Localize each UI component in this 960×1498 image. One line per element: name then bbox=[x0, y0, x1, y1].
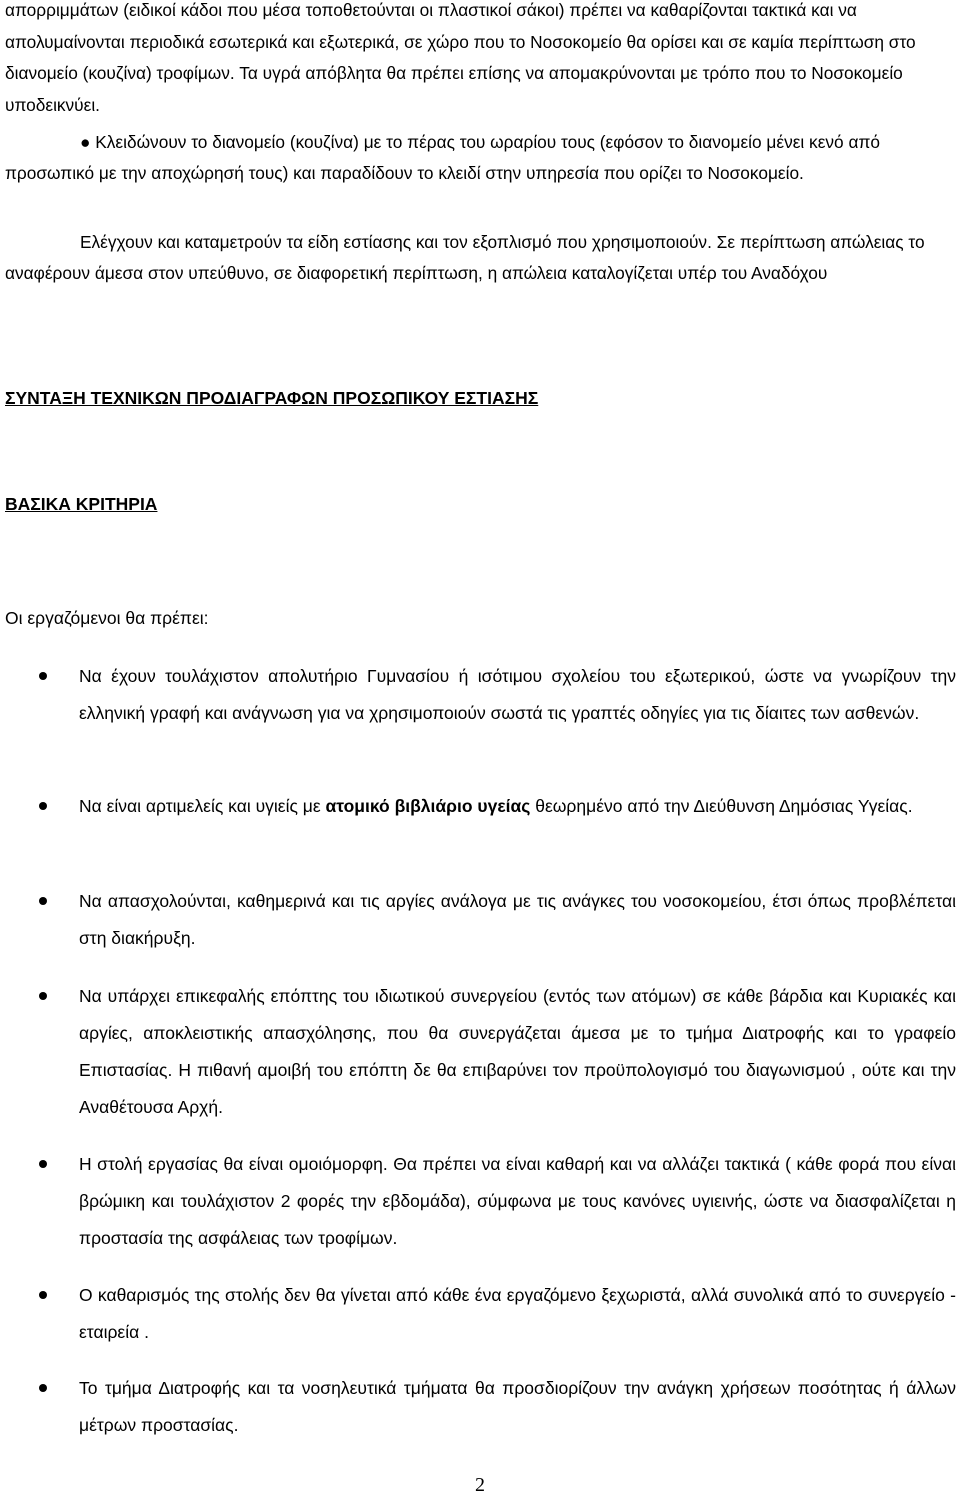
bullet-icon bbox=[39, 1291, 47, 1299]
page-number: 2 bbox=[475, 1474, 485, 1496]
list-item: Να έχουν τουλάχιστον απολυτήριο Γυμνασίου ή ισότιμου σχολείου του εξωτερικού, ώστε να γνωρίζουν την ελληνική γραφή και ανάγνωση για να χρησιμοποιούν σωστά τις γραπτές οδηγίες για τις δίαιτες των ασθενών. bbox=[79, 666, 956, 723]
list-item: Η στολή εργασίας θα είναι ομοιόμορφη. Θα πρέπει να είναι καθαρή και να αλλάζει τακτικά ( κάθε φορά που είναι βρώμικη και τουλάχιστον 2 φορές την εβδομάδα), σύμφωνα με τους κανόνες υγιεινής, ώστε να διασφαλίζεται η προστασία της ασφάλειας των τροφίμων. bbox=[79, 1154, 956, 1248]
bullet-icon bbox=[39, 1384, 47, 1392]
bullet-icon bbox=[39, 802, 47, 810]
list-item: Το τμήμα Διατροφής και τα νοσηλευτικά τμήματα θα προσδιορίζουν την ανάγκη χρήσεων ποσότητας ή άλλων μέτρων προστασίας. bbox=[79, 1378, 956, 1435]
list-item: Να υπάρχει επικεφαλής επόπτης του ιδιωτικού συνεργείου (εντός των ατόμων) σε κάθε βάρδια και Κυριακές και αργίες, αποκλειστικής απασχόλησης, που θα συνεργάζεται άμεσα με το τμήμα Διατροφής και το γραφείο Επιστασίας. Η πιθανή αμοιβή του επόπτη δε θα επιβαρύνει τον προϋπολογισμό του διαγωνισμού , ούτε και την Αναθέτουσα Αρχή. bbox=[79, 986, 956, 1117]
list-item: Ο καθαρισμός της στολής δεν θα γίνεται από κάθε ένα εργαζόμενο ξεχωριστά, αλλά συνολικά από το συνεργείο - εταιρεία . bbox=[79, 1285, 956, 1342]
bullet-icon bbox=[39, 992, 47, 1000]
paragraph-check-text: Ελέγχουν και καταμετρούν τα είδη εστίασης και τον εξοπλισμό που χρησιμοποιούν. Σε περίπτωση απώλειας το αναφέρουν άμεσα στον υπεύθυνο, σε διαφορετική περίπτωση, η απώλεια καταλογίζεται υπέρ του Αναδόχου bbox=[5, 232, 925, 283]
intro-text: Οι εργαζόμενοι θα πρέπει: bbox=[5, 608, 209, 628]
list-item: Να απασχολούνται, καθημερινά και τις αργίες ανάλογα με τις ανάγκες του νοσοκομείου, έτσι όπως προβλέπεται στη διακήρυξη. bbox=[79, 891, 956, 948]
list-item-bold-text: ατομικό βιβλιάριο υγείας bbox=[325, 796, 531, 816]
bullet-icon bbox=[39, 672, 47, 680]
paragraph-lock-text: ● Κλειδώνουν το διανομείο (κουζίνα) με το πέρας του ωραρίου τους (εφόσον το διανομείο μένει κενό από προσωπικό με την αποχώρησή τους) και παραδίδουν το κλειδί στην υπηρεσία που ορίζει το Νοσοκομείο. bbox=[5, 132, 880, 183]
paragraph-waste-bins: απορριμμάτων (ειδικοί κάδοι που μέσα τοποθετούνται οι πλαστικοί σάκοι) πρέπει να καθαρίζονται τακτικά και να απολυμαίνονται περιοδικά εσωτερικά και εξωτερικά, σε χώρο που το Νοσοκομείο θα ορίσει και σε καμία περίπτωση στο διανομείο (κουζίνα) τροφίμων. Τα υγρά απόβλητα θα πρέπει επίσης να απομακρύνονται με τρόπο που το Νοσοκομείο υποδεικνύει. bbox=[5, 0, 916, 115]
list-item-text: Να είναι αρτιμελείς και υγιείς με bbox=[79, 796, 326, 816]
paragraph-check-equipment bbox=[5, 227, 955, 289]
heading-technical-specs: ΣΥΝΤΑΞΗ ΤΕΧΝΙΚΩΝ ΠΡΟΔΙΑΓΡΑΦΩΝ ΠΡΟΣΩΠΙΚΟΥ ΕΣΤΙΑΣΗΣ bbox=[5, 388, 539, 408]
paragraph-lock-kitchen bbox=[5, 127, 955, 189]
bullet-icon bbox=[39, 1160, 47, 1168]
heading-basic-criteria: ΒΑΣΙΚΑ ΚΡΙΤΗΡΙΑ bbox=[5, 494, 158, 514]
bullet-icon bbox=[39, 897, 47, 905]
list-item bbox=[79, 788, 956, 825]
list-item-text: θεωρημένο από την Διεύθυνση Δημόσιας Υγείας. bbox=[530, 796, 913, 816]
